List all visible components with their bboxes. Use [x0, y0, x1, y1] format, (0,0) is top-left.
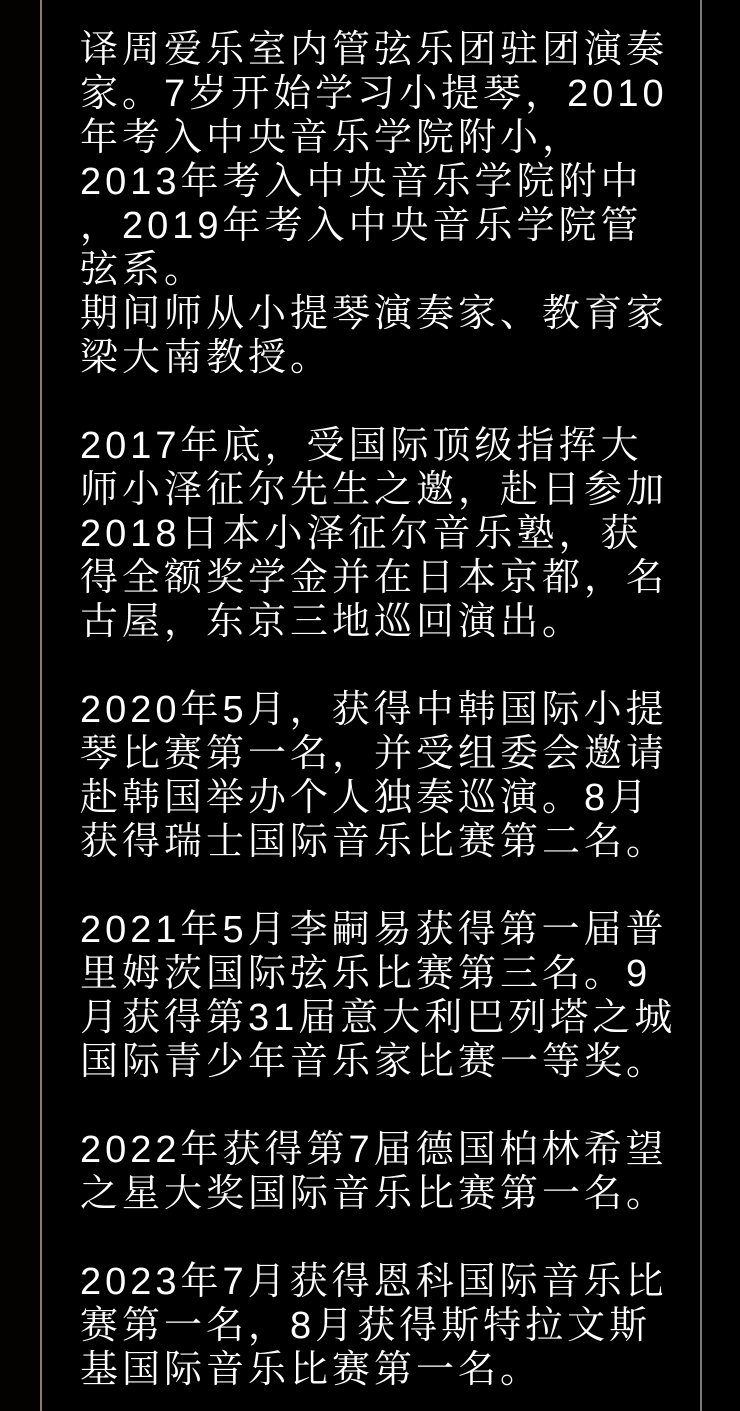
bio-blank-line	[80, 1216, 702, 1260]
bio-line: 古屋，东京三地巡回演出。	[80, 601, 585, 643]
bio-line: 2018日本小泽征尔音乐塾，获	[80, 513, 643, 555]
bio-line: 师小泽征尔先生之邀，赴日参加	[80, 469, 669, 511]
left-border-rule	[40, 0, 42, 1411]
bio-line: 月获得第31届意大利巴列塔之城	[80, 997, 677, 1039]
bio-line: 国际青少年音乐家比赛一等奖。	[80, 1041, 669, 1083]
bio-line: 2022年获得第7届德国柏林希望	[80, 1129, 668, 1171]
bio-line: ，2019年考入中央音乐学院管	[80, 205, 643, 247]
left-margin-strip	[0, 0, 40, 1411]
bio-line: 2023年7月获得恩科国际音乐比	[80, 1261, 668, 1303]
bio-line: 基国际音乐比赛第一名。	[80, 1349, 543, 1391]
bio-line: 译周爱乐室内管弦乐团驻团演奏	[80, 29, 669, 71]
bio-line: 2020年5月，获得中韩国际小提	[80, 689, 668, 731]
bio-line: 获得瑞士国际音乐比赛第二名。	[80, 821, 669, 863]
bio-line: 琴比赛第一名，并受组委会邀请	[80, 733, 669, 775]
bio-blank-line	[80, 864, 702, 908]
bio-blank-line	[80, 1084, 702, 1128]
bio-line: 里姆茨国际弦乐比赛第三名。9	[80, 953, 652, 995]
bio-line: 梁大南教授。	[80, 337, 333, 379]
bio-blank-line	[80, 380, 702, 424]
bio-line: 赴韩国举办个人独奏巡演。8月	[80, 777, 652, 819]
bio-line: 家。7岁开始学习小提琴，2010	[80, 73, 668, 115]
bio-blank-line	[80, 644, 702, 688]
bio-line: 2021年5月李嗣易获得第一届普	[80, 909, 668, 951]
bio-line: 期间师从小提琴演奏家、教育家	[80, 293, 669, 335]
bio-text	[80, 28, 702, 1392]
bio-line: 之星大奖国际音乐比赛第一名。	[80, 1173, 669, 1215]
bio-line: 2017年底，受国际顶级指挥大	[80, 425, 643, 467]
bio-line: 年考入中央音乐学院附小，	[80, 117, 585, 159]
bio-line: 弦系。	[80, 249, 207, 291]
bio-line: 得全额奖学金并在日本京都，名	[80, 557, 669, 599]
bio-line: 2013年考入中央音乐学院附中	[80, 161, 643, 203]
bio-line: 赛第一名，8月获得斯特拉文斯	[80, 1305, 652, 1347]
